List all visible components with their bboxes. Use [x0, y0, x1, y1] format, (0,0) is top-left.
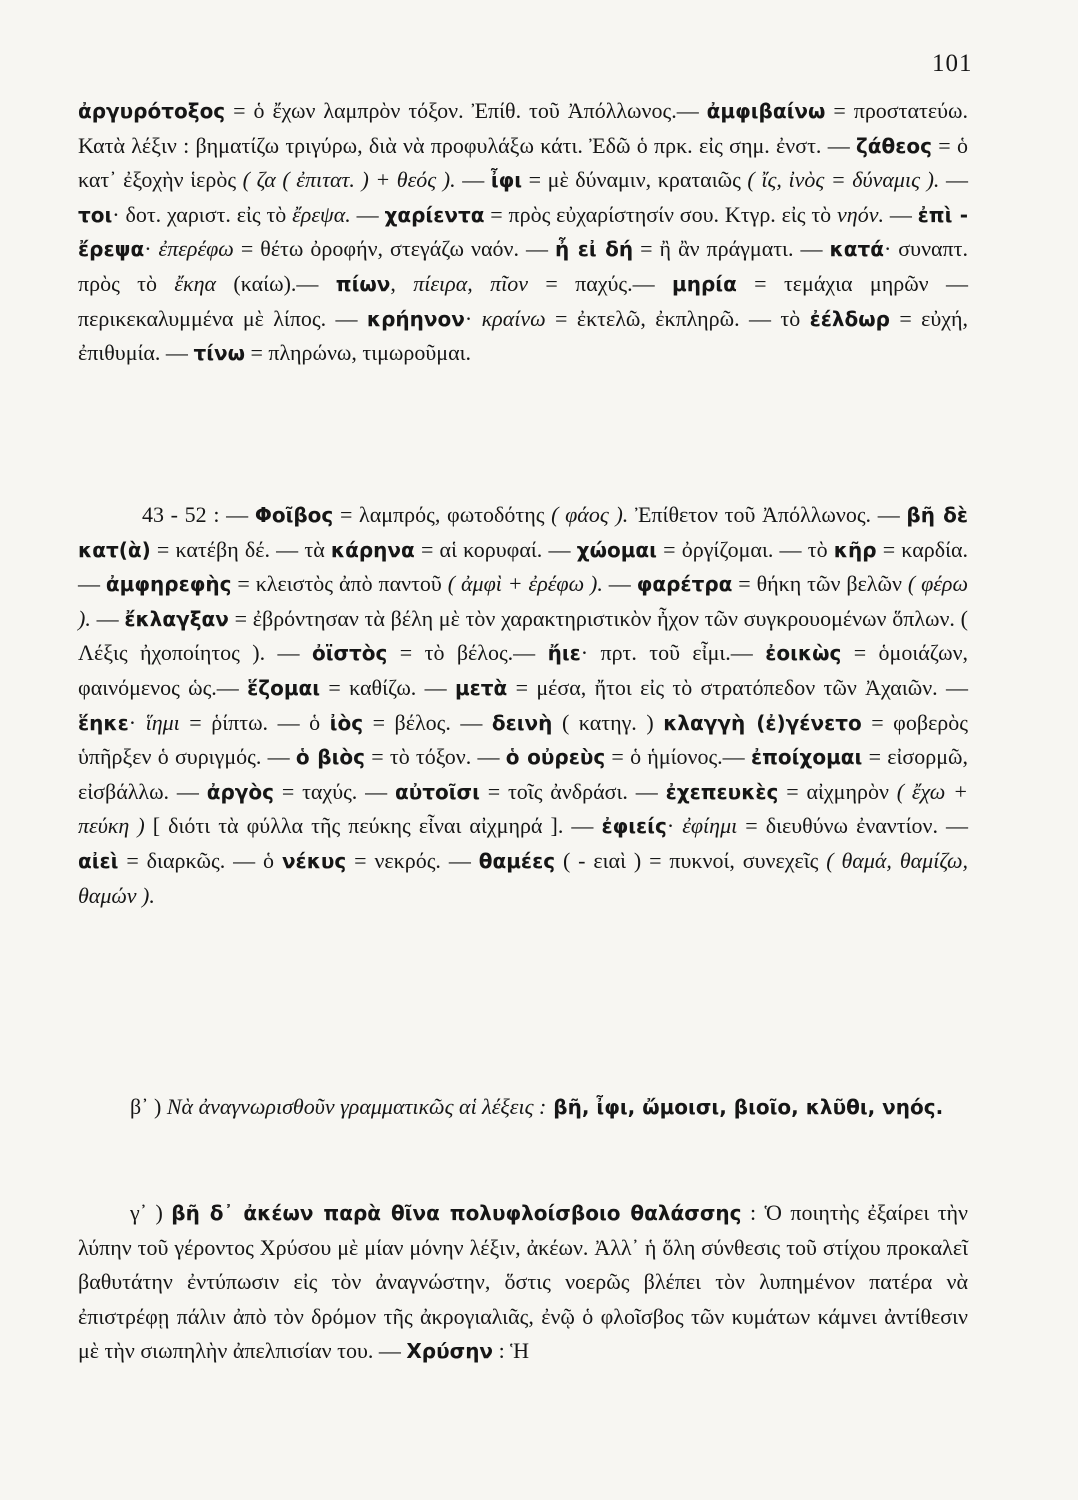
gloss-text: ( κατηγ. ): [552, 709, 664, 735]
headword: κάρηνα: [330, 537, 415, 562]
gloss-text: —: [90, 605, 125, 631]
gloss-text: —: [883, 201, 918, 227]
gloss-text: · συναπτ. πρὸς τὸ: [78, 236, 968, 296]
gloss-text: [ διότι τὰ φύλλα τῆς πεύκης εἶναι αἰχμηρά ]. —: [144, 813, 602, 839]
gloss-text: = διαρκῶς. — ὁ: [118, 847, 282, 873]
gloss-text: = πρὸς εὐχαρίστησίν σου. Κτγρ. εἰς τὸ: [484, 201, 838, 227]
etymology: ( ἴς, ἰνὸς = δύναμις ).: [747, 167, 940, 193]
etymology: ( θαμά, θαμίζω, θαμών ).: [78, 847, 969, 908]
gloss-text: (καίω).—: [216, 270, 336, 296]
gloss-text: = ὁ ἡμίονος.—: [605, 744, 751, 770]
exercise-words: βῆ, ἶφι, ὤμοισι, βιοῖο, κλῦθι, νηός.: [546, 1095, 944, 1119]
gloss-text: Ἐπίθετον τοῦ Ἀπόλλωνος. —: [628, 502, 907, 527]
headword: νέκυς: [281, 848, 347, 873]
headword: ἐοικὼς: [765, 641, 842, 666]
headword: ἕζομαι: [247, 675, 321, 700]
etymology: ( ζα ( ἐπιτατ. ) + θεός ).: [242, 167, 456, 193]
gloss-text: = διευθύνω ἐναντίον. —: [737, 813, 969, 839]
headword: ἀμφιβαίνω: [706, 99, 826, 123]
exercise-beta: [78, 1090, 968, 1125]
citation: νηόν.: [837, 201, 884, 227]
headword: ἀργυρότοξος: [78, 99, 226, 123]
headword: τίνω: [193, 341, 245, 366]
headword: αἰεὶ: [78, 848, 119, 873]
gloss-text: = παχύς.—: [528, 270, 673, 296]
gloss-text: = προστατεύω. Κατὰ λέξιν : βηματίζω τριγύρω, διὰ νὰ προφυλάξω κάτι. Ἐδῶ ὁ πρκ. εἰς σημ. ἐνστ. —: [78, 98, 968, 158]
quoted-verse: βῆ δ᾽ ἀκέων παρὰ θῖνα πολυφλοίσβοιο θαλάσσης: [171, 1201, 742, 1225]
citation: ἔρεψα.: [292, 201, 351, 227]
gloss-text: = αἱ κορυφαί. —: [414, 536, 577, 562]
gloss-text: ·: [666, 813, 683, 839]
gloss-text: = κλειστὸς ἀπὸ παντοῦ: [231, 571, 448, 597]
headword: ἐχεπευκὲς: [665, 779, 779, 804]
citation: ἵημι: [145, 709, 180, 735]
gloss-text: = ταχύς. —: [274, 778, 395, 804]
gloss-text: —: [455, 167, 491, 193]
glossary-paragraph-2: [78, 498, 968, 913]
gloss-text: = ὀργίζομαι. — τὸ: [656, 536, 834, 562]
gloss-text: = ἐβρόντησαν τὰ βέλη μὲ τὸν χαρακτηριστικὸν ἦχον τῶν συγκρουομένων ὅπλων. ( Λέξις ἠχοποίητος ). —: [78, 605, 968, 666]
gloss-text: = ἐκτελῶ, ἐκπληρῶ. — τὸ: [545, 305, 810, 331]
gloss-text: ·: [128, 709, 146, 735]
page-number: 101: [932, 50, 973, 77]
gloss-text: = μέσα, ἤτοι εἰς τὸ στρατόπεδον τῶν Ἀχαιῶν. —: [507, 674, 968, 700]
gloss-text: = ὁμοιάζων, φαινόμενος ὡς.—: [78, 640, 969, 700]
gloss-text: = πληρώνω, τιμωροῦμαι.: [245, 340, 472, 366]
etymology: ( ἔχω + πεύκη ): [78, 778, 968, 839]
gloss-text: ·: [144, 236, 159, 262]
gloss-text: —: [350, 201, 385, 227]
gloss-text: = καρδία. —: [78, 536, 969, 597]
headword: θαμέες: [478, 848, 556, 873]
commentary-text: : Ἡ: [493, 1338, 530, 1364]
gloss-text: = καθίζω. —: [320, 674, 455, 700]
headword: Χρύσην: [406, 1339, 494, 1364]
citation: ἐφίημι: [682, 813, 738, 839]
exercise-label: β᾽ ): [130, 1094, 167, 1119]
gloss-text: = βέλος. —: [363, 709, 492, 735]
commentary-text: : Ὁ ποιητὴς ἐξαίρει τὴν λύπην τοῦ γέροντος Χρύσου μὲ μίαν μόνην λέξιν, ἀκέων. Ἀλλ᾽ ἡ ὅλη σύνθεσις τοῦ στίχου προκαλεῖ βαθυτάτην ἐντύπωσιν εἰς τὸν ἀναγνώστην, ὅστις νοερῶς βλέπει τὸν λυπημένον πατέρα νὰ ἐπιστρέφῃ πάλιν ἀπὸ τὸν δρόμον τῆς ἀκρογιαλιᾶς, ἐνῷ ὁ φλοῖσβος τῶν κυμάτων κάμνει ἀντίθεσιν μὲ τὴν σιωπηλὴν ἀπελπισίαν του. —: [78, 1200, 968, 1364]
glossary-paragraph-1: [78, 94, 968, 371]
headword: ἶφι: [490, 168, 523, 193]
gloss-text: ·: [464, 305, 482, 331]
headword: φαρέτρα: [636, 572, 733, 597]
etymology: ( ἀμφὶ + ἐρέφω ).: [447, 571, 603, 597]
headword: ἀργὸς: [206, 779, 274, 804]
gloss-text: = τοῖς ἀνδράσι. —: [479, 778, 666, 804]
verse-range: 43 - 52 : —: [142, 502, 255, 527]
headword: βῆ δὲ κατ(ὰ): [78, 503, 968, 562]
headword: κατά: [829, 237, 884, 262]
gloss-text: = νεκρός. —: [346, 847, 479, 873]
headword: χώομαι: [576, 537, 657, 562]
gloss-text: = ἢ ἂν πράγματι. —: [633, 236, 830, 262]
gloss-text: = ὁ ἔχων λαμπρὸν τόξον. Ἐπίθ. τοῦ Ἀπόλλωνος.—: [225, 98, 707, 123]
exercise-gamma: [78, 1196, 968, 1369]
headword: ἔκλαγξαν: [124, 606, 229, 631]
exercise-label: γ᾽ ): [130, 1200, 172, 1225]
etymology: ( φάος ).: [551, 502, 629, 527]
gloss-text: = τὸ τόξον. —: [364, 744, 506, 770]
citation: ἔκηα: [174, 270, 217, 296]
gloss-text: = θήκη τῶν βελῶν: [732, 571, 908, 597]
gloss-text: —: [939, 167, 969, 193]
gloss-text: · πρτ. τοῦ εἶμι.—: [580, 640, 766, 666]
etymology: ( φέρω ).: [78, 571, 969, 631]
headword: ἕηκε: [78, 710, 129, 735]
gloss-text: = φοβερὸς ὑπῆρξεν ὁ συριγμός. —: [78, 709, 968, 770]
headword: ὁ οὐρεὺς: [505, 745, 606, 770]
gloss-text: = εἰσορμῶ, εἰσβάλλω. —: [78, 744, 968, 804]
gloss-text: = τεμάχια μηρῶν — περικεκαλυμμένα μὲ λίπος. —: [78, 270, 968, 331]
citation: κραίνω: [481, 305, 546, 331]
gloss-text: = ὁ κατ᾽ ἐξοχὴν ἱερὸς: [78, 132, 968, 193]
gloss-text: = ῥίπτω. — ὁ: [179, 709, 330, 735]
headword: αὐτοῖσι: [394, 779, 480, 804]
headword: δεινὴ: [491, 710, 553, 735]
headword: πίων: [335, 271, 391, 296]
gloss-text: = τὸ βέλος.—: [387, 640, 548, 666]
headword: ζάθεος: [855, 133, 933, 158]
headword: κρήηνον: [366, 306, 465, 331]
gloss-text: = θέτω ὀροφήν, στεγάζω ναόν. —: [233, 236, 555, 262]
headword: χαρίεντα: [384, 202, 485, 227]
headword: κῆρ: [833, 537, 877, 562]
headword: μηρία: [672, 271, 737, 296]
headword: Φοῖβος: [254, 503, 334, 527]
gloss-text: · δοτ. χαριστ. εἰς τὸ: [112, 201, 293, 227]
gloss-text: ,: [390, 270, 414, 296]
gloss-text: = αἰχμηρὸν: [778, 778, 897, 804]
headword: ἤιε: [547, 641, 581, 666]
headword: ἐπὶ - ἔρεψα: [78, 202, 969, 262]
citation: ἐπερέφω: [158, 236, 234, 262]
gloss-text: = μὲ δύναμιν, κραταιῶς: [522, 167, 748, 193]
headword: ἦ εἰ δή: [555, 237, 634, 262]
headword: τοι: [78, 202, 113, 227]
headword: ἰὸς: [329, 710, 364, 735]
headword: ἐποίχομαι: [750, 745, 863, 770]
gloss-text: = κατέβη δέ. — τὰ: [150, 536, 331, 562]
headword: ὀϊστὸς: [311, 641, 388, 666]
citation: πίειρα, πῖον: [413, 270, 529, 296]
gloss-text: —: [602, 571, 637, 597]
gloss-text: = εὐχή, ἐπιθυμία. —: [78, 305, 969, 366]
exercise-prompt: Νὰ ἀναγνωρισθοῦν γραμματικῶς αἱ λέξεις :: [166, 1094, 547, 1119]
headword: ὁ βιὸς: [295, 745, 365, 770]
gloss-text: ( - ειαὶ ) = πυκνοί, συνεχεῖς: [555, 847, 827, 873]
headword: ἐέλδωρ: [809, 306, 890, 331]
gloss-text: = λαμπρός, φωτοδότης: [333, 502, 552, 527]
headword: κλαγγὴ (ἐ)γένετο: [663, 710, 862, 735]
headword: ἐφιείς: [601, 814, 667, 839]
headword: ἀμφηρεφὴς: [105, 572, 232, 597]
headword: μετὰ: [454, 675, 508, 700]
